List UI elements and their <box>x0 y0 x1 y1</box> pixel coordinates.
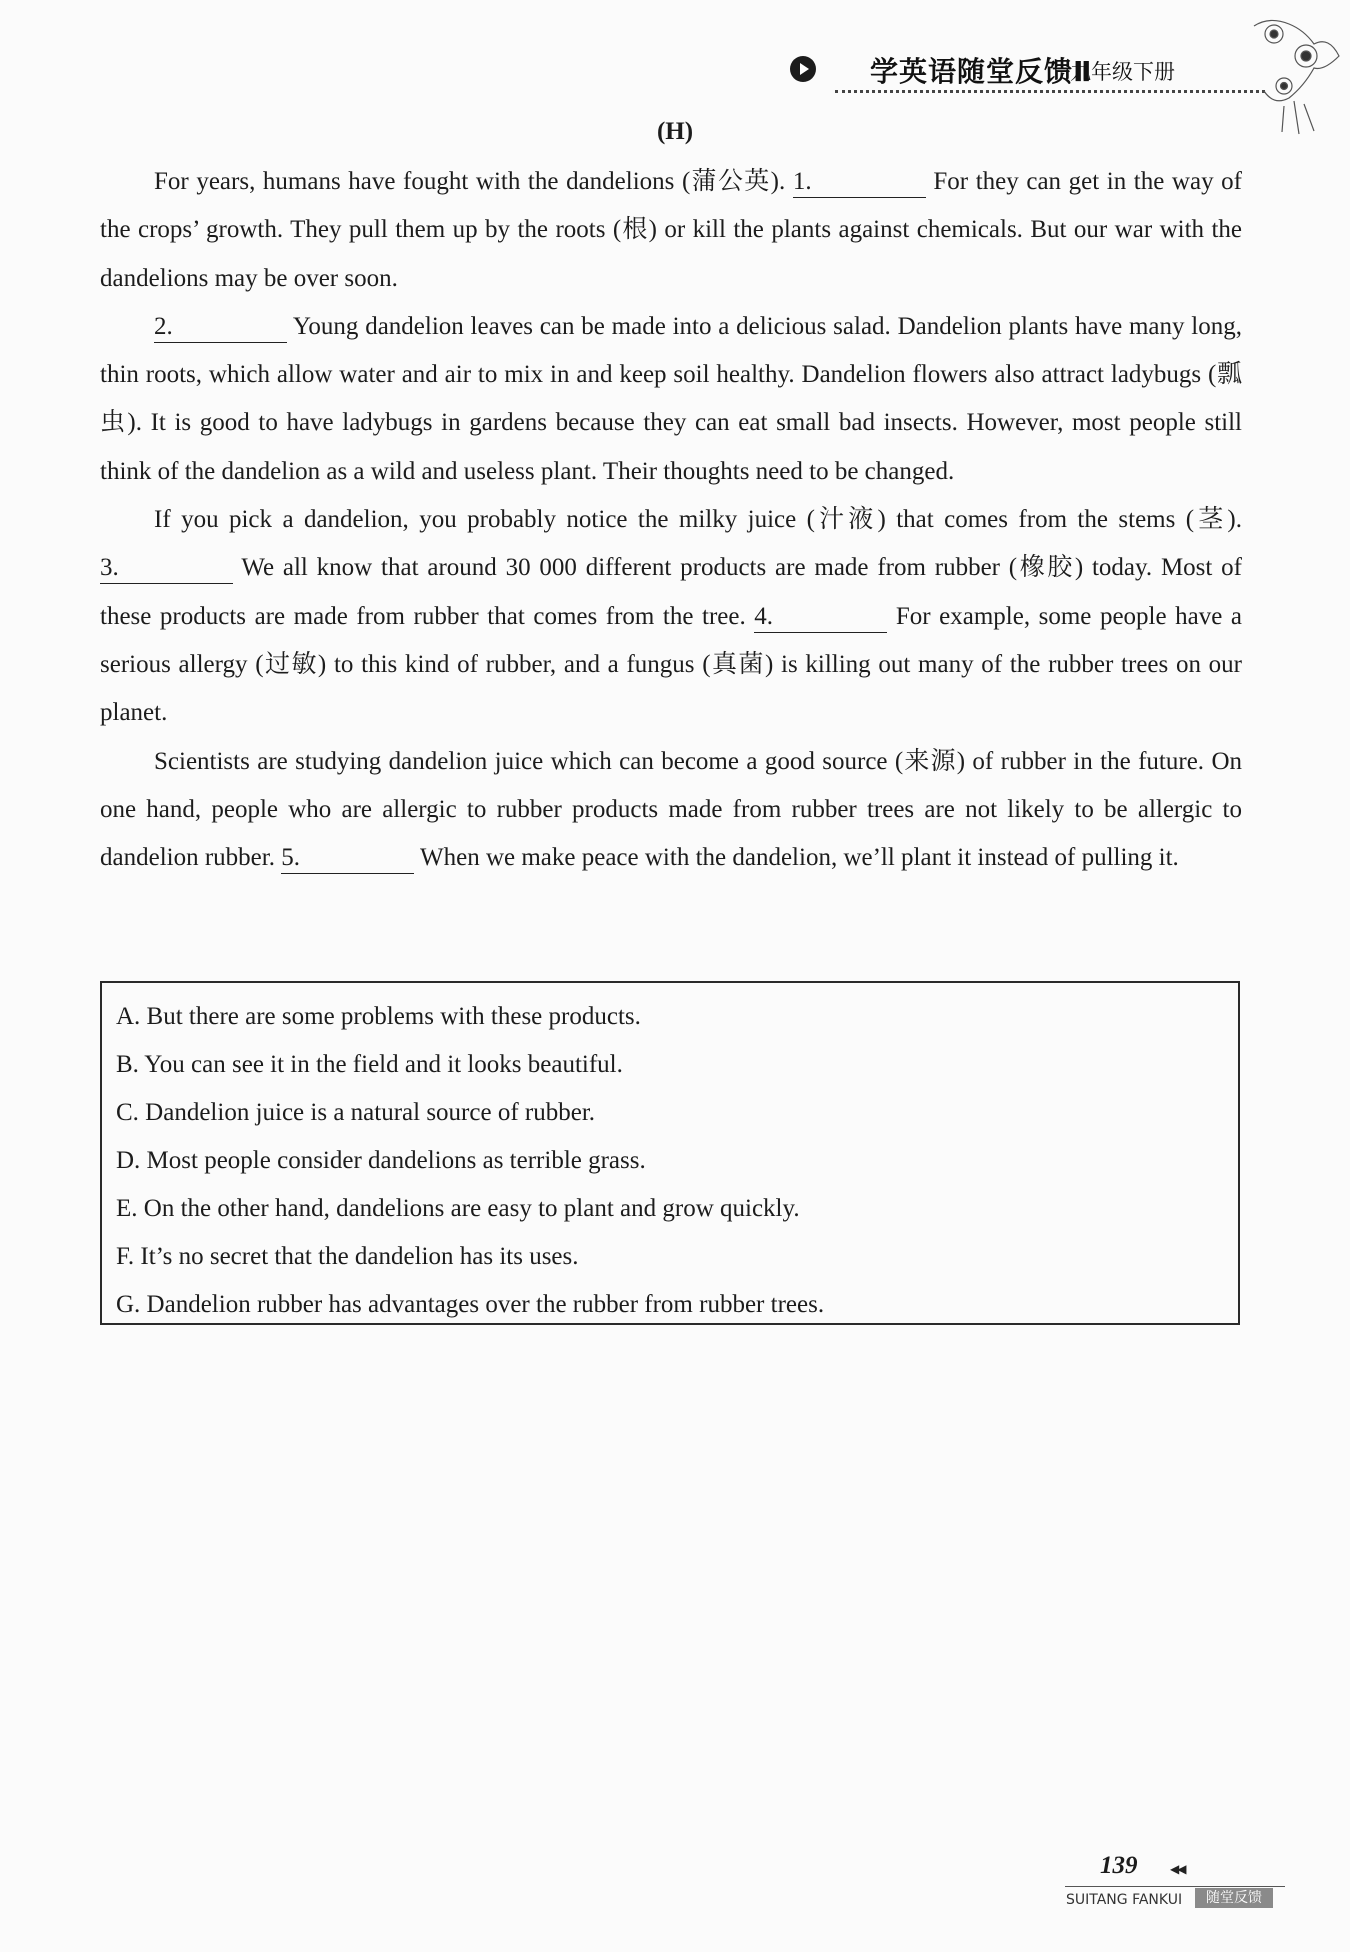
answer-blank[interactable]: 3. <box>100 553 233 584</box>
play-icon <box>790 56 816 82</box>
option-item: B. You can see it in the field and it looks beautiful. <box>116 1051 623 1078</box>
paragraph <box>100 158 1242 303</box>
paragraph-text: Scientists are studying dandelion juice which can become a good source (来源) of rubber in the future. On one hand, people who are allergic to rubber products made from rubber trees are not likely to be allergic to dandelion rubber. <box>100 747 1242 872</box>
paragraph-text: Young dandelion leaves can be made into a delicious salad. Dandelion plants have many long, thin roots, which allow water and air to mix in and keep soil healthy. Dandelion flowers also attract ladybugs (瓢虫). It is good to have ladybugs in gardens because they can eat small bad insects. However, most people still think of the dandelion as a wild and useless plant. Their thoughts need to be changed. <box>100 312 1242 485</box>
paragraph-text: For example, some people have a serious allergy (过敏) to this kind of rubber, and a fungus (真菌) is killing out many of the rubber trees on our planet. <box>100 602 1242 727</box>
paragraph-text: We all know that around 30 000 different products are made from rubber (橡胶) today. Most of these products are made from rubber that comes from the tree. <box>100 554 1242 630</box>
option-item: D. Most people consider dandelions as terrible grass. <box>116 1147 646 1174</box>
paragraph-text: For years, humans have fought with the dandelions (蒲公英). <box>154 168 793 195</box>
double-arrow-left-icon: ◀◀ <box>1170 1862 1185 1876</box>
section-title: (H) <box>656 118 694 145</box>
answer-blank[interactable]: 1. <box>793 167 926 198</box>
answer-blank[interactable]: 5. <box>281 843 414 874</box>
paragraph-text: When we make peace with the dandelion, we’ll plant it instead of pulling it. <box>414 844 1179 872</box>
option-item: G. Dandelion rubber has advantages over the rubber from rubber trees. <box>116 1291 825 1318</box>
paragraph <box>100 496 1242 737</box>
footer-series: SUITANG FANKUI <box>1066 1892 1183 1908</box>
option-item: F. It’s no secret that the dandelion has its uses. <box>116 1243 579 1270</box>
book-grade: 九年级下册 <box>1070 60 1175 84</box>
page-number: 139 <box>1100 1852 1138 1879</box>
header-divider <box>835 90 1265 93</box>
paragraph-text: For they can get in the way of the crops’ growth. They pull them up by the roots (根) or kill the plants against chemicals. But our war with the dandelions may be over soon. <box>100 168 1242 292</box>
options-box <box>100 981 1240 1325</box>
paragraph <box>100 303 1242 496</box>
option-item: C. Dandelion juice is a natural source of rubber. <box>116 1099 596 1126</box>
article-body <box>100 158 1242 882</box>
answer-blank[interactable]: 2. <box>154 312 287 343</box>
footer-divider <box>1065 1886 1285 1887</box>
option-item: A. But there are some problems with these products. <box>116 1003 641 1030</box>
option-item: E. On the other hand, dandelions are easy to plant and grow quickly. <box>116 1195 800 1222</box>
book-title: 学英语随堂反馈Ⅱ <box>870 55 1093 88</box>
footer-badge: 随堂反馈 <box>1195 1888 1273 1908</box>
paragraph-text: If you pick a dandelion, you probably notice the milky juice (汁液) that comes from the stems (茎). <box>154 506 1242 534</box>
answer-blank[interactable]: 4. <box>754 602 887 633</box>
paragraph <box>100 738 1242 883</box>
page-footer <box>1060 1852 1290 1912</box>
page-header <box>790 42 1310 102</box>
